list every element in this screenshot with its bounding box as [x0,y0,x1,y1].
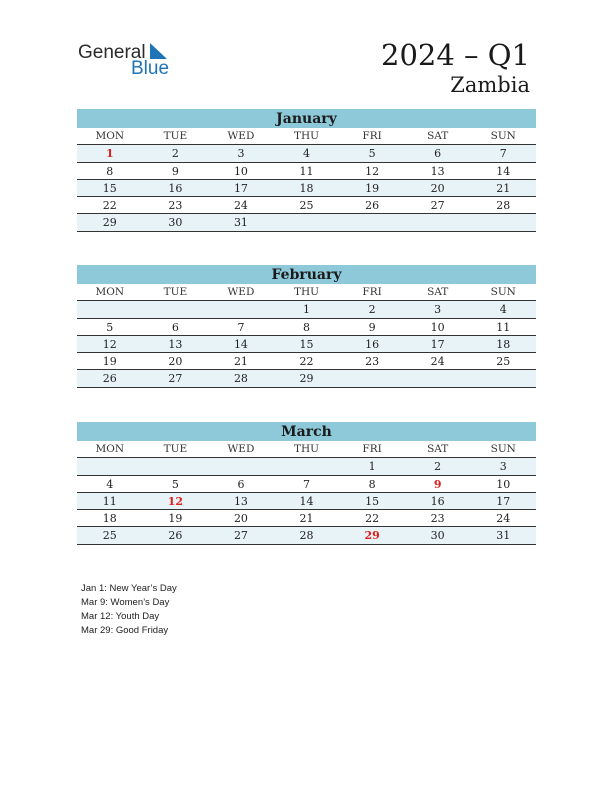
date-cell: 14 [233,337,248,351]
month-calendar [77,422,536,545]
month-title: January [77,109,536,128]
date-cell: 18 [102,512,117,526]
date-cell: 28 [233,372,248,386]
date-cell: 5 [368,147,376,161]
holiday-date-cell: 12 [167,494,184,508]
date-cell: 18 [496,337,511,351]
date-cell: 11 [299,164,314,178]
date-cell: 27 [233,529,248,543]
weekday-label: MON [95,443,125,455]
weekday-label: MON [95,286,125,298]
date-cell: 26 [365,199,380,213]
date-cell: 7 [237,320,245,334]
weekday-label: THU [294,443,320,455]
date-cell: 17 [496,494,511,508]
date-cell: 23 [168,199,183,213]
holiday-note: Mar 29: Good Friday [81,625,169,636]
date-cell: 28 [299,529,314,543]
date-cell: 15 [365,494,380,508]
logo-general-text: General [78,42,146,63]
week-row [77,458,536,475]
date-cell: 2 [171,147,179,161]
date-cell [143,458,209,474]
weekday-label: THU [294,130,320,142]
week-row [77,214,536,231]
date-cell: 30 [430,529,445,543]
weekday-header-row [77,441,536,458]
date-cell: 19 [102,355,117,369]
weekday-label: WED [227,443,255,455]
page-title: 2024 – Q1 [381,38,530,72]
date-cell: 12 [365,164,380,178]
date-cell: 15 [299,337,314,351]
date-cell: 27 [430,199,445,213]
date-cell [339,370,405,386]
date-cell: 10 [430,320,445,334]
weekday-label: FRI [362,130,382,142]
weekday-label: MON [95,130,125,142]
date-cell: 31 [233,216,248,230]
date-cell: 29 [102,216,117,230]
date-cell: 31 [496,529,511,543]
date-cell [208,458,274,474]
date-cell: 8 [303,320,311,334]
weekday-label: FRI [362,286,382,298]
week-row [77,145,536,162]
date-cell: 29 [299,372,314,386]
date-cell: 26 [168,529,183,543]
date-cell: 25 [496,355,511,369]
holiday-date-cell: 29 [364,529,380,543]
date-cell: 7 [303,477,311,491]
date-cell: 8 [368,477,376,491]
date-cell: 15 [102,181,117,195]
date-cell [208,301,274,317]
date-cell: 25 [102,529,117,543]
week-row [77,476,536,493]
weekday-label: FRI [362,443,382,455]
month-calendar [77,109,536,232]
week-row [77,370,536,387]
date-cell: 2 [368,303,376,317]
date-cell: 11 [496,320,511,334]
date-cell: 28 [496,199,511,213]
date-cell [470,214,536,230]
date-cell: 16 [168,181,183,195]
date-cell [143,301,209,317]
date-cell [77,301,143,317]
weekday-label: THU [294,286,320,298]
weekday-label: WED [227,286,255,298]
date-cell: 18 [299,181,314,195]
date-cell: 13 [233,494,248,508]
date-cell: 26 [102,372,117,386]
date-cell: 22 [102,199,117,213]
date-cell: 6 [171,320,179,334]
date-cell: 20 [233,512,248,526]
date-cell: 20 [168,355,183,369]
holiday-date-cell: 1 [105,147,114,161]
month-calendar [77,265,536,388]
date-cell: 19 [365,181,380,195]
date-cell: 9 [171,164,179,178]
weekday-label: SUN [490,443,516,455]
month-title: March [77,422,536,441]
holiday-note: Jan 1: New Year’s Day [81,583,177,594]
country-name: Zambia [450,73,530,97]
weekday-label: SAT [427,130,449,142]
date-cell: 23 [430,512,445,526]
week-row [77,319,536,336]
date-cell: 4 [303,147,311,161]
week-row [77,180,536,197]
date-cell: 5 [171,477,179,491]
date-cell: 17 [233,181,248,195]
date-cell: 24 [496,512,511,526]
date-cell: 21 [299,512,314,526]
date-cell: 12 [102,337,117,351]
date-cell: 1 [368,460,376,474]
date-cell: 3 [237,147,245,161]
date-cell: 16 [365,337,380,351]
weekday-label: WED [227,130,255,142]
date-cell: 2 [434,460,442,474]
week-row [77,510,536,527]
date-cell: 10 [233,164,248,178]
date-cell: 17 [430,337,445,351]
date-cell: 16 [430,494,445,508]
weekday-label: TUE [163,286,188,298]
date-cell: 11 [102,494,117,508]
date-cell: 8 [106,164,114,178]
week-row [77,353,536,370]
date-cell [405,214,471,230]
holiday-note: Mar 9: Women’s Day [81,597,170,608]
date-cell: 6 [434,147,442,161]
date-cell: 13 [430,164,445,178]
date-cell: 21 [233,355,248,369]
holiday-notes [81,582,177,638]
date-cell: 14 [496,164,511,178]
date-cell: 7 [499,147,507,161]
date-cell [77,458,143,474]
date-cell: 6 [237,477,245,491]
date-cell: 22 [365,512,380,526]
date-cell: 9 [368,320,376,334]
weekday-label: TUE [163,130,188,142]
logo-blue-text: Blue [131,58,170,79]
week-row [77,527,536,544]
weekday-label: SUN [490,130,516,142]
weekday-label: TUE [163,443,188,455]
holiday-note: Mar 12: Youth Day [81,611,160,622]
date-cell: 30 [168,216,183,230]
holiday-date-cell: 9 [433,477,442,491]
date-cell: 20 [430,181,445,195]
date-cell [470,370,536,386]
date-cell: 24 [233,199,248,213]
week-row [77,197,536,214]
week-row [77,301,536,318]
date-cell: 4 [106,477,114,491]
weekday-label: SAT [427,443,449,455]
date-cell [339,214,405,230]
date-cell: 14 [299,494,314,508]
date-cell: 24 [430,355,445,369]
date-cell [405,370,471,386]
weekday-header-row [77,284,536,301]
date-cell: 23 [365,355,380,369]
date-cell: 1 [303,303,311,317]
date-cell: 4 [499,303,507,317]
weekday-label: SUN [490,286,516,298]
date-cell: 3 [499,460,507,474]
date-cell [274,214,340,230]
date-cell: 19 [168,512,183,526]
week-row [77,493,536,510]
month-title: February [77,265,536,284]
weekday-label: SAT [427,286,449,298]
date-cell: 21 [496,181,511,195]
date-cell: 25 [299,199,314,213]
weekday-header-row [77,128,536,145]
date-cell [274,458,340,474]
date-cell: 10 [496,477,511,491]
date-cell: 5 [106,320,114,334]
week-row [77,163,536,180]
date-cell: 22 [299,355,314,369]
date-cell: 13 [168,337,183,351]
date-cell: 27 [168,372,183,386]
week-row [77,336,536,353]
date-cell: 3 [434,303,442,317]
